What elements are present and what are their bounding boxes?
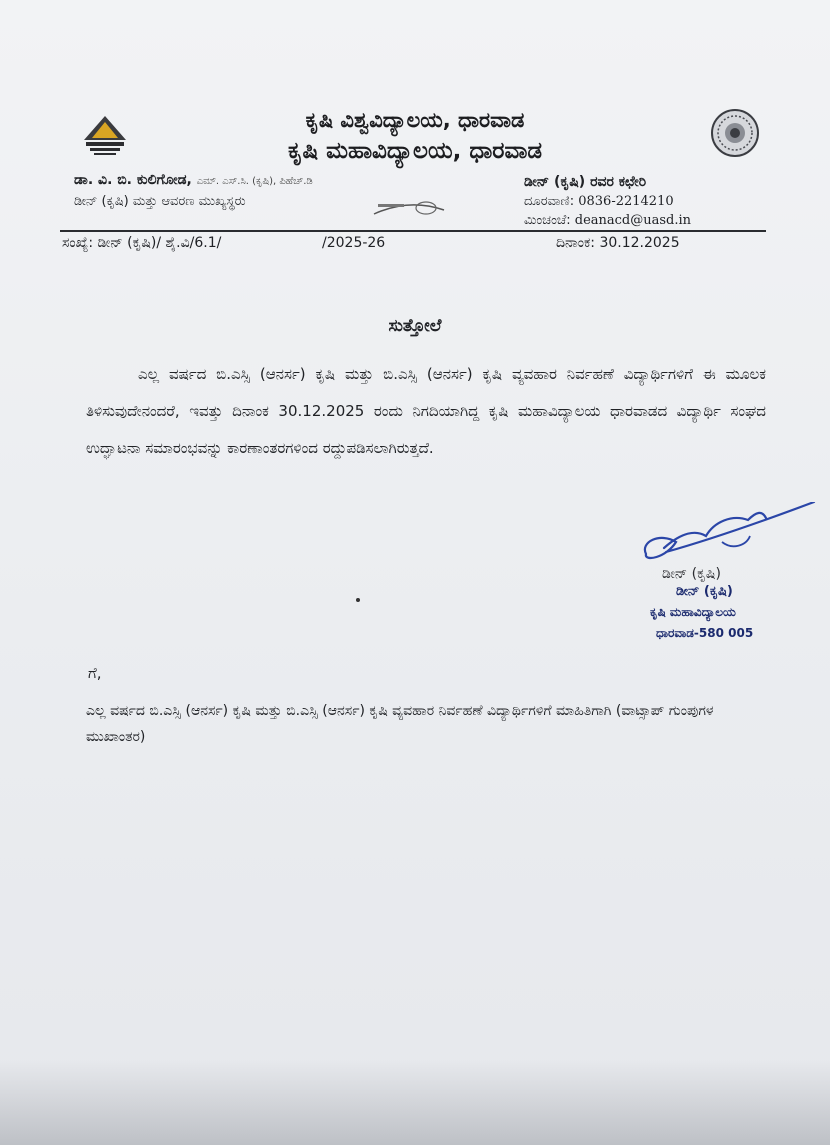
college-name: ಕೃಷಿ ಮಹಾವಿದ್ಯಾಲಯ, ಧಾರವಾಡ [287,138,543,164]
amrut-mahotsav-logo-icon [368,196,450,224]
email-address: deanacd@uasd.in [574,213,692,228]
circular-heading: ಸುತ್ತೋಲೆ [388,316,442,336]
recipients-text: ಎಲ್ಲ ವರ್ಷದ ಬಿ.ಎಸ್ಸಿ (ಆನರ್ಸ) ಕೃಷಿ ಮತ್ತು ಬಿ.ಎಸ್ಸಿ (ಆನರ್ಸ) ಕೃಷಿ ವ್ಯವಹಾರ ನಿರ್ವಹಣೆ ವಿದ್ಯಾರ್ಥಿಗಳಿಗೆ ಮಾಹಿತಿಗಾಗಿ (ವಾಟ್ಸಾಪ್ ಗುಂಪುಗಳ ಮುಖಾಂತರ) [86,703,714,745]
dean-degrees: ಎಮ್. ಎಸ್.ಸಿ. (ಕೃಷಿ), ಪಿಹೆಚ್.ಡಿ [196,176,313,187]
stamp-college: ಕೃಷಿ ಮಹಾವಿದ್ಯಾಲಯ [650,605,736,619]
seal-icon [710,108,760,158]
phone-line [524,194,674,209]
ink-dot [356,598,360,602]
stamp-title: ಡೀನ್ (ಕೃಷಿ) [676,584,733,599]
signatory-title: ಡೀನ್ (ಕೃಷಿ) [662,566,721,582]
phone-number: 0836-2214210 [578,194,674,209]
reference-date: ದಿನಾಂಕ: 30.12.2025 [556,235,680,251]
paper-shadow [0,1060,830,1145]
dean-name: ಡಾ. ವಿ. ಬಿ. ಕುಲಿಗೋಡ, [74,172,192,188]
letterhead-divider [60,230,766,232]
reference-year: /2025-26 [322,235,386,251]
university-name: ಕೃಷಿ ವಿಶ್ವವಿದ್ಯಾಲಯ, ಧಾರವಾಡ [305,108,525,132]
dean-name-line [74,172,313,188]
dean-office: ಡೀನ್ (ಕೃಷಿ) ರವರ ಕಛೇರಿ [524,174,647,190]
dean-title: ಡೀನ್ (ಕೃಷಿ) ಮತ್ತು ಆವರಣ ಮುಖ್ಯಸ್ಥರು [74,194,246,209]
phone-label: ದೂರವಾಣಿ: [524,194,575,209]
stamp-place: ಧಾರವಾಡ-580 005 [656,626,754,640]
circular-body [86,356,766,467]
circular-body-text: ಎಲ್ಲ ವರ್ಷದ ಬಿ.ಎಸ್ಸಿ (ಆನರ್ಸ) ಕೃಷಿ ಮತ್ತು ಬಿ.ಎಸ್ಸಿ (ಆನರ್ಸ) ಕೃಷಿ ವ್ಯವಹಾರ ನಿರ್ವಹಣೆ ವಿದ್ಯಾರ್ಥಿಗಳಿಗೆ ಈ ಮೂಲಕ ತಿಳಿಸುವುದೇನಂದರೆ, ಇವತ್ತು ದಿನಾಂಕ 30.12.2025 ರಂದು ನಿಗದಿಯಾಗಿದ್ದ ಕೃಷಿ ಮಹಾವಿದ್ಯಾಲಯ ಧಾರವಾಡದ ವಿದ್ಯಾರ್ಥಿ ಸಂಘದ ಉದ್ಘಾಟನಾ ಸಮಾರಂಭವನ್ನು ಕಾರಣಾಂತರಗಳಿಂದ ರದ್ದುಪಡಿಸಲಾಗಿರುತ್ತದೆ. [86,365,766,457]
email-line [524,213,691,228]
to-label: ಗೆ, [88,664,102,682]
reference-number: ಸಂಖ್ಯೆ: ಡೀನ್ (ಕೃಷಿ)/ ಶೈ.ವಿ/6.1/ [62,235,222,251]
email-label: ಮಿಂಚಂಚೆ: [524,213,571,228]
